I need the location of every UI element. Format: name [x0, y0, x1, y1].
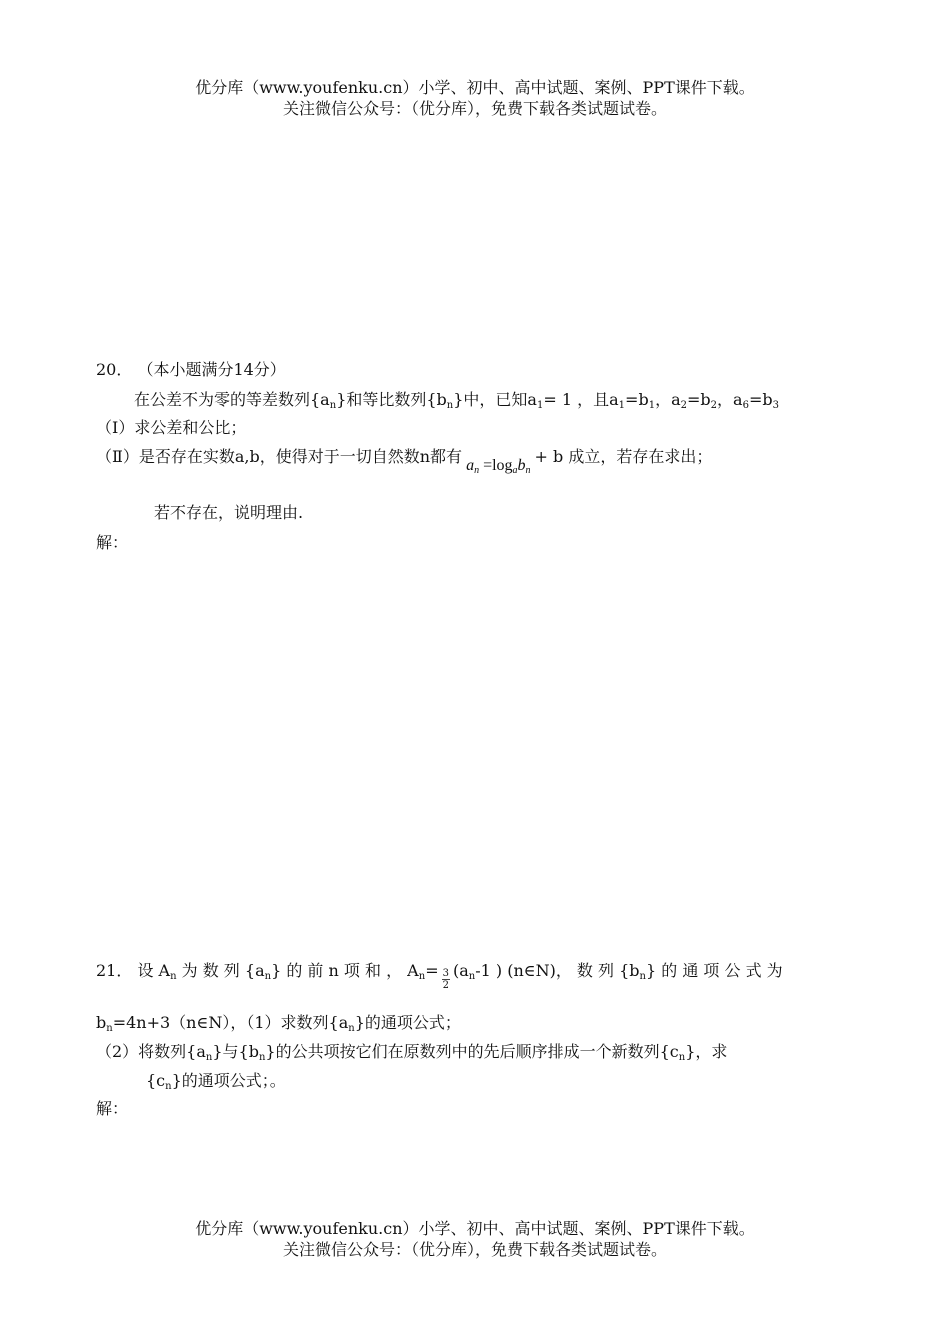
q20-formula: $a_n =\log_ab_n$ [466, 457, 531, 476]
q20-heading: 20． （本小题满分14分） [96, 360, 286, 379]
header-line-2: 关注微信公众号：（优分库），免费下载各类试题试卷。 [282, 99, 667, 118]
q20-part-1: （Ⅰ）求公差和公比； [96, 418, 247, 437]
q21-answer-label: 解： [96, 1099, 129, 1118]
q20-answer-label: 解： [96, 533, 129, 552]
q20-part-2-continued: 若不存在，说明理由. [154, 503, 304, 522]
header-line-1: 优分库（www.youfenku.cn）小学、初中、高中试题、案例、PPT课件下载。 [195, 78, 755, 97]
q21-line-3: （2）将数列$\{a_n\}$与$\{b_n\}$的公共项按它们在原数列中的先后顺序排成一个新数列$\{c_n\}$，求 [96, 1042, 728, 1063]
q21-line-2: $b_n=4n+3(n\in N)$，（1）求数列$\{a_n\}$的通项公式； [96, 1013, 461, 1034]
q21-line-1: 21． 设 $A_n$ 为 数 列 $\{a_n\}$ 的 前 n 项 和 ， $A_n=$ $\frac{3}{2}$ ($a_n-1$ ) (n∈N)， 数 列 $\{b_n\}$ 的 通 项 公 式 为 [96, 961, 783, 991]
q20-stem: 在公差不为零的等差数列$\{a_n\}$和等比数列$\{b_n\}$中，已知$a_1= 1$ ，且$a_1=b_1$，$a_2=b_2$，$a_6=b_3$ [134, 390, 779, 411]
fraction-three-halves: $\frac{3}{2}$ [442, 968, 449, 991]
footer-line-2: 关注微信公众号：（优分库），免费下载各类试题试卷。 [282, 1240, 667, 1259]
q20-part-2: （Ⅱ）是否存在实数a,b，使得对于一切自然数n都有 $a_n =\log_ab_n+ b$ 成立，若存在求出； [96, 447, 713, 476]
q21-line-4: $\{c_n\}$的通项公式；。 [146, 1071, 286, 1092]
footer-line-1: 优分库（www.youfenku.cn）小学、初中、高中试题、案例、PPT课件下载。 [195, 1219, 755, 1238]
